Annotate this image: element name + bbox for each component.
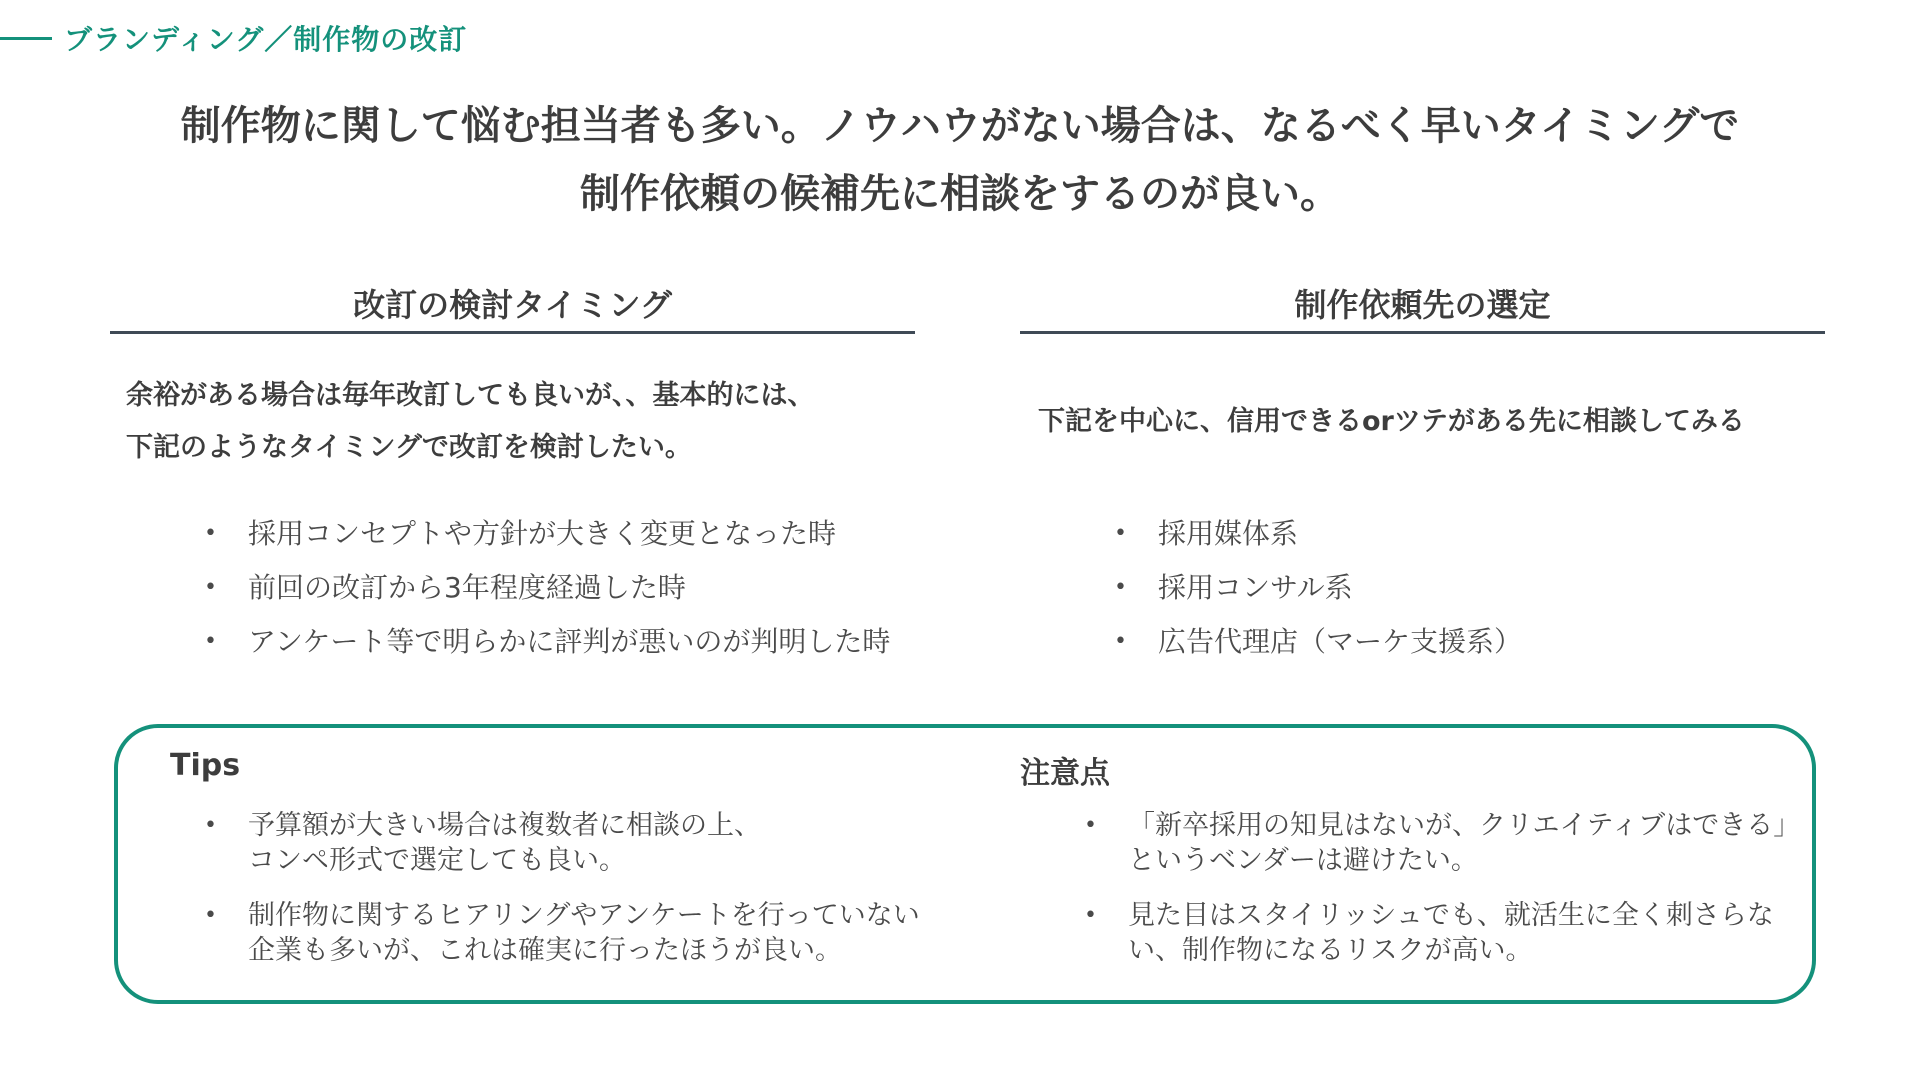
bullet-icon: • bbox=[204, 521, 217, 546]
breadcrumb-text: ブランディング／制作物の改訂 bbox=[64, 23, 468, 56]
cautions-item: • 「新卒採用の知見はないが、クリエイティブはできる」 というベンダーは避けたい。 bbox=[1084, 810, 1801, 876]
bullet-icon: • bbox=[204, 575, 217, 600]
cautions-heading: 注意点 bbox=[1020, 756, 1110, 791]
right-column-rule bbox=[1020, 331, 1825, 334]
tips-item: • 予算額が大きい場合は複数者に相談の上、 コンペ形式で選定しても良い。 bbox=[204, 810, 761, 876]
tips-item: • 制作物に関するヒアリングやアンケートを行っていない 企業も多いが、これは確実に行ったほうが良い。 bbox=[204, 900, 920, 966]
tips-list bbox=[204, 808, 920, 988]
left-lead-line-2: 下記のようなタイミングで改訂を検討したい。 bbox=[126, 432, 692, 463]
bullet-icon: • bbox=[1114, 575, 1127, 600]
left-column-title: 改訂の検討タイミング bbox=[353, 286, 672, 324]
breadcrumb-accent-line bbox=[0, 37, 52, 40]
right-bullet-item: • 採用コンサル系 bbox=[1110, 561, 1522, 615]
tips-heading: Tips bbox=[170, 748, 241, 783]
headline-line-2: 制作依頼の候補先に相談をするのが良い。 bbox=[580, 171, 1340, 217]
left-bullet-item: • アンケート等で明らかに評判が悪いのが判明した時 bbox=[200, 615, 890, 669]
left-bullet-item: • 前回の改訂から3年程度経過した時 bbox=[200, 561, 890, 615]
left-column-rule bbox=[110, 331, 915, 334]
breadcrumb bbox=[0, 18, 467, 58]
cautions-item: • 見た目はスタイリッシュでも、就活生に全く刺さらな い、制作物になるリスクが高い。 bbox=[1084, 900, 1774, 966]
headline-line-1: 制作物に関して悩む担当者も多い。ノウハウがない場合は、なるべく早いタイミングで bbox=[180, 103, 1740, 149]
right-column-title: 制作依頼先の選定 bbox=[1294, 286, 1551, 324]
cautions-list bbox=[1084, 808, 1800, 988]
bullet-icon: • bbox=[1084, 903, 1097, 928]
bullet-icon: • bbox=[1114, 521, 1127, 546]
headline bbox=[0, 92, 1920, 228]
left-lead-line-1: 余裕がある場合は毎年改訂しても良いが、、基本的には、 bbox=[126, 380, 815, 411]
bullet-icon: • bbox=[1114, 629, 1127, 654]
left-bullet-item: • 採用コンセプトや方針が大きく変更となった時 bbox=[200, 507, 890, 561]
left-lead bbox=[126, 370, 815, 474]
bullet-icon: • bbox=[204, 629, 217, 654]
bullet-icon: • bbox=[204, 813, 217, 838]
left-bullet-list bbox=[200, 507, 890, 669]
right-lead: 下記を中心に、信用できるorツテがある先に相談してみる bbox=[1038, 406, 1745, 437]
bullet-icon: • bbox=[1084, 813, 1097, 838]
right-bullet-list bbox=[1110, 507, 1522, 669]
right-bullet-item: • 採用媒体系 bbox=[1110, 507, 1522, 561]
bullet-icon: • bbox=[204, 903, 217, 928]
right-bullet-item: • 広告代理店（マーケ支援系） bbox=[1110, 615, 1522, 669]
